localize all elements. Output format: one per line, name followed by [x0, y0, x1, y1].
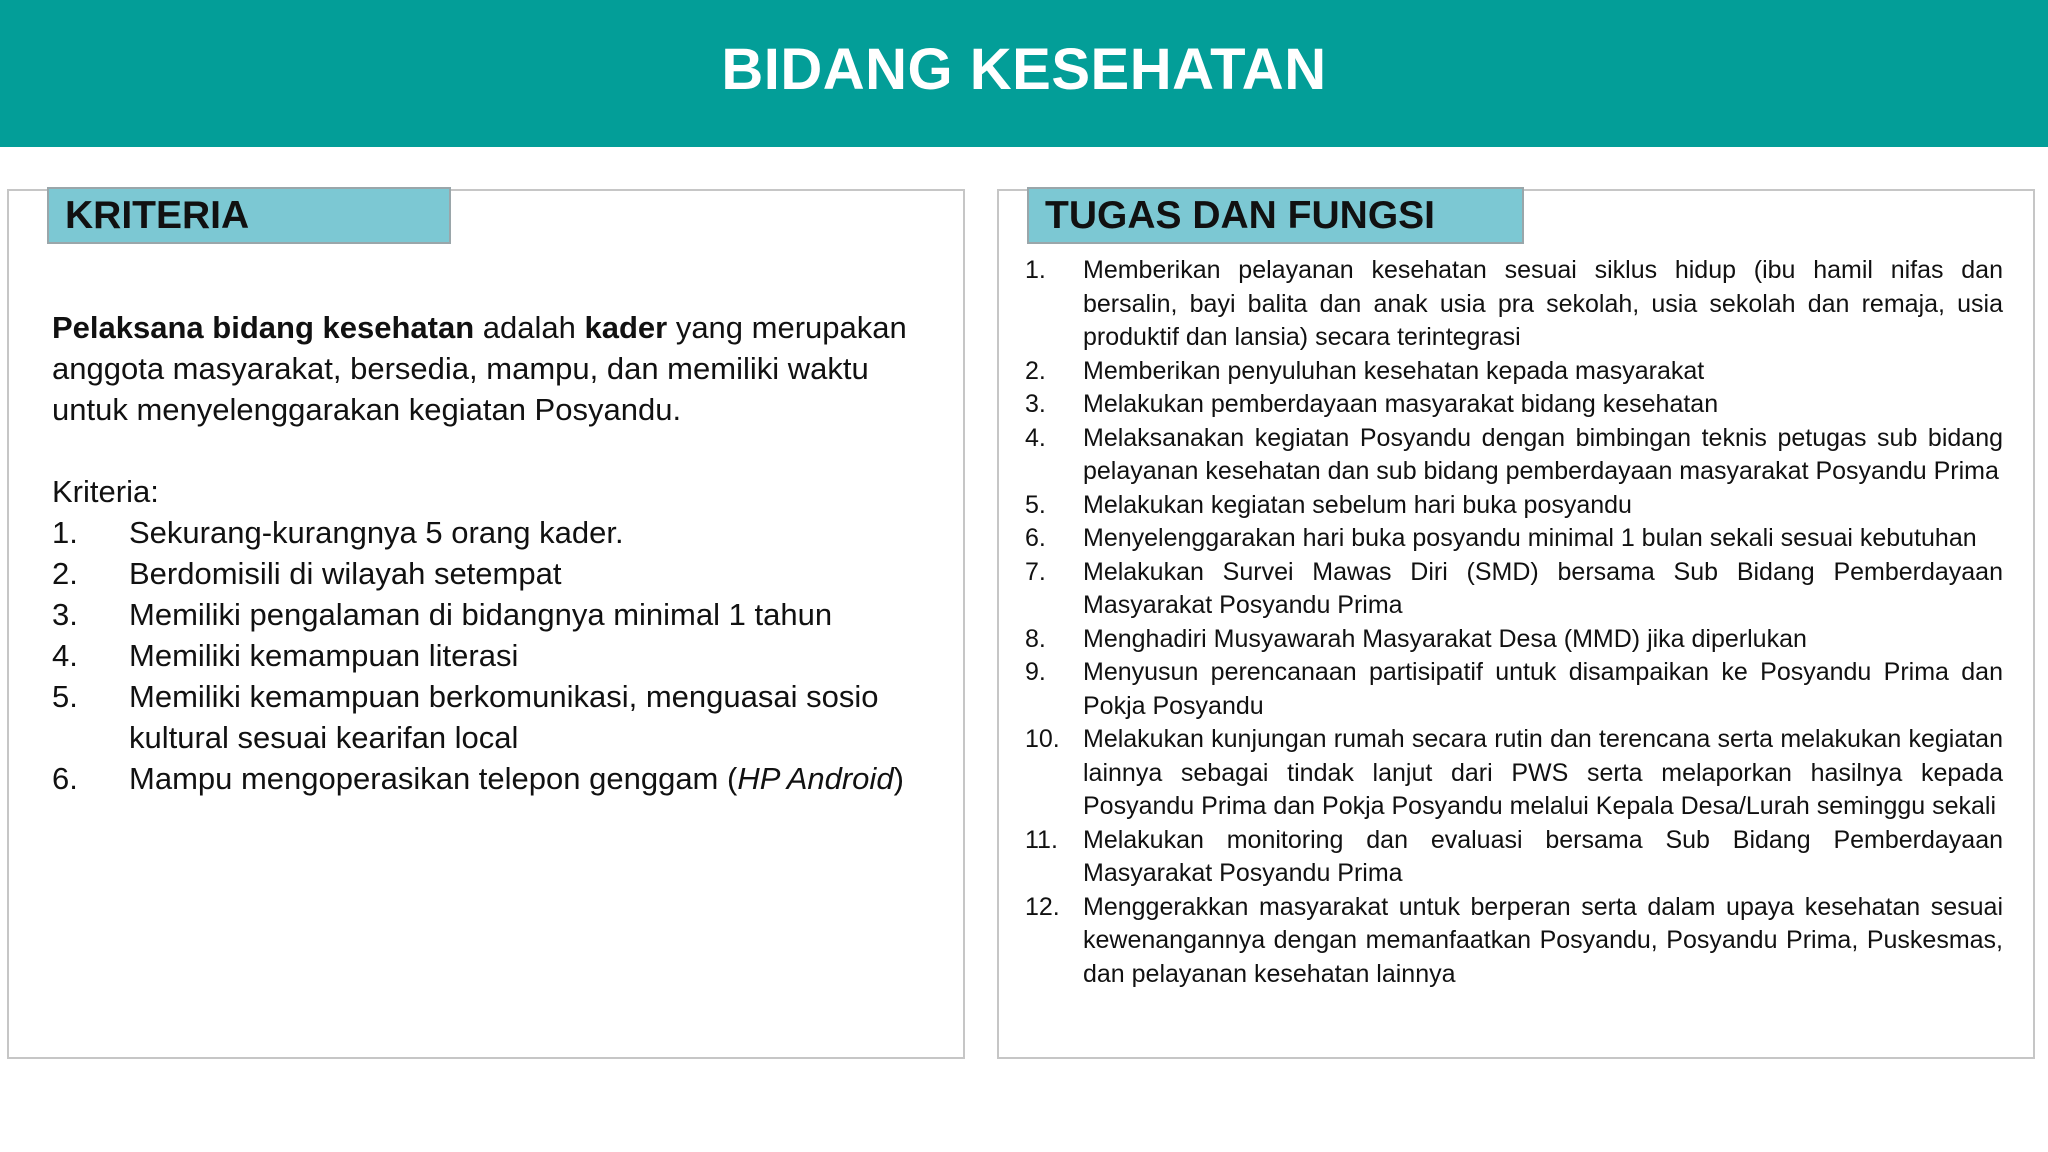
list-number: 1.: [52, 515, 78, 550]
list-text: Memiliki kemampuan literasi: [129, 638, 519, 673]
list-item: [1025, 891, 2003, 992]
list-text: Mampu mengoperasikan telepon genggam (: [129, 761, 738, 796]
list-number: 8.: [1025, 624, 1046, 653]
kriteria-intro: [52, 307, 932, 430]
page-title: BIDANG KESEHATAN: [721, 37, 1327, 102]
list-text: Melakukan pemberdayaan masyarakat bidang kesehatan: [1083, 390, 1719, 418]
list-item: [1025, 355, 2003, 389]
list-number: 1.: [1025, 256, 1046, 284]
list-item: [52, 512, 932, 553]
list-item: [1025, 422, 2003, 489]
list-text: Melakukan kegiatan sebelum hari buka posyandu: [1083, 490, 1632, 519]
list-text: Menggerakkan masyarakat untuk berperan serta dalam upaya kesehatan sesuai kewenangannya dengan memanfaatkan Posyandu, Posyandu Prima, Puskesmas, dan pelayanan kesehatan lainnya: [1083, 892, 2003, 988]
list-number: 9.: [1025, 658, 1046, 686]
list-item: [1025, 623, 2003, 657]
list-item: [52, 676, 932, 758]
list-item: [52, 594, 932, 635]
list-text: Melakukan Survei Mawas Diri (SMD) bersama Sub Bidang Pemberdayaan Masyarakat Posyandu Prima: [1083, 557, 2003, 619]
list-text: Menghadiri Musyawarah Masyarakat Desa (MMD) jika diperlukan: [1083, 624, 1807, 653]
list-number: 3.: [1025, 390, 1046, 418]
list-number: 2.: [52, 556, 78, 591]
list-text: Berdomisili di wilayah setempat: [129, 556, 562, 591]
list-item: [1025, 723, 2003, 824]
list-text: Memberikan pelayanan kesehatan sesuai siklus hidup (ibu hamil nifas dan bersalin, bayi balita dan anak usia pra sekolah, usia sekolah dan remaja, usia produktif dan lansia) secara terintegrasi: [1083, 256, 2003, 351]
intro-text-2: yang merupakan anggota masyarakat, bersedia, mampu, dan memiliki waktu untuk menyelenggarakan kegiatan Posyandu.: [52, 310, 907, 427]
list-item: [1025, 254, 2003, 355]
list-text-suffix: ): [893, 761, 904, 796]
list-number: 2.: [1025, 356, 1046, 385]
list-number: 7.: [1025, 557, 1046, 586]
list-item: [52, 635, 932, 676]
intro-text-1: adalah: [474, 310, 585, 345]
tugas-tab-label: TUGAS DAN FUNGSI: [1027, 187, 1524, 244]
tugas-content: [1025, 254, 2003, 991]
list-text: Melakukan kunjungan rumah secara rutin dan terencana serta melakukan kegiatan lainnya sebagai tindak lanjut dari PWS serta melaporkan hasilnya kepada Posyandu Prima dan Pokja Posyandu melalui Kepala Desa/Lurah seminggu sekali: [1083, 725, 2003, 820]
list-text: Melaksanakan kegiatan Posyandu dengan bimbingan teknis petugas sub bidang pelayanan kesehatan dan sub bidang pemberdayaan masyarakat Posyandu Prima: [1083, 423, 2003, 485]
list-item: [1025, 824, 2003, 891]
list-number: 3.: [52, 597, 78, 632]
list-number: 11.: [1025, 825, 1058, 854]
list-number: 6.: [52, 761, 78, 796]
list-number: 4.: [52, 638, 78, 673]
intro-bold-subject: Pelaksana bidang kesehatan: [52, 310, 475, 345]
list-item: [52, 553, 932, 594]
kriteria-tab-label: KRITERIA: [47, 187, 451, 244]
list-number: 6.: [1025, 524, 1046, 552]
list-number: 5.: [1025, 490, 1046, 519]
kriteria-list: [52, 512, 932, 799]
list-item: [52, 758, 932, 799]
list-item: [1025, 522, 2003, 556]
list-item: [1025, 656, 2003, 723]
list-item: [1025, 556, 2003, 623]
list-number: 4.: [1025, 423, 1046, 452]
list-text: Menyusun perencanaan partisipatif untuk disampaikan ke Posyandu Prima dan Pokja Posyandu: [1083, 658, 2003, 720]
list-item: [1025, 489, 2003, 523]
list-number: 10.: [1025, 725, 1060, 753]
list-text: Memberikan penyuluhan kesehatan kepada masyarakat: [1083, 356, 1705, 385]
list-text: Sekurang-kurangnya 5 orang kader.: [129, 515, 624, 550]
list-text: Memiliki kemampuan berkomunikasi, menguasai sosio kultural sesuai kearifan local: [129, 679, 879, 755]
list-text: Menyelenggarakan hari buka posyandu minimal 1 bulan sekali sesuai kebutuhan: [1083, 524, 1977, 552]
tugas-list: [1025, 254, 2003, 991]
list-number: 5.: [52, 679, 78, 714]
kriteria-content: [52, 307, 932, 799]
list-item: [1025, 388, 2003, 422]
list-number: 12.: [1025, 892, 1060, 921]
list-text-italic: HP Android: [737, 761, 894, 796]
kriteria-list-label: Kriteria:: [52, 474, 159, 509]
intro-bold-kader: kader: [584, 310, 668, 345]
list-text: Melakukan monitoring dan evaluasi bersama Sub Bidang Pemberdayaan Masyarakat Posyandu Prima: [1083, 825, 2003, 887]
list-text: Memiliki pengalaman di bidangnya minimal 1 tahun: [129, 597, 833, 632]
